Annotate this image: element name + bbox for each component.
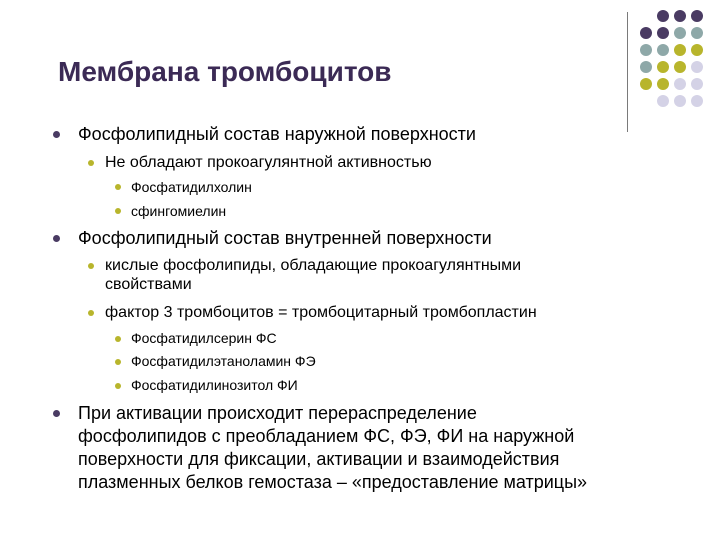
bullet-marker xyxy=(53,131,60,138)
slide-title: Мембрана тромбоцитов xyxy=(58,56,392,87)
bullet-level1-text: Фосфолипидный состав внутренней поверхности xyxy=(78,228,492,248)
bullet-level2-text: Не обладают прокоагулянтной активностью xyxy=(105,154,432,171)
bullet-level3-text: Фосфатидилэтаноламин ФЭ xyxy=(131,353,316,369)
bullet-marker xyxy=(53,410,60,417)
bullet-marker xyxy=(115,383,121,389)
bullet-level3-text: сфингомиелин xyxy=(131,203,227,219)
bullet-marker xyxy=(88,160,94,166)
bullet-level1-text-continued: фосфолипидов с преобладанием ФС, ФЭ, ФИ на наружной xyxy=(78,426,575,446)
bullet-marker xyxy=(115,336,121,342)
bullet-level2-text: фактор 3 тромбоцитов = тромбоцитарный тромбопластин xyxy=(105,304,537,321)
bullet-marker xyxy=(88,263,94,269)
bullet-marker xyxy=(115,359,121,365)
bullet-level2-text-continued: свойствами xyxy=(105,276,192,293)
bullet-level3-text: Фосфатидилинозитол ФИ xyxy=(131,377,298,393)
bullet-level3-text: Фосфатидилсерин ФС xyxy=(131,330,277,346)
bullet-level1-text: Фосфолипидный состав наружной поверхности xyxy=(78,124,476,144)
bullet-marker xyxy=(53,235,60,242)
bullet-level1-text-continued: поверхности для фиксации, активации и взаимодействия xyxy=(78,449,560,469)
bullet-marker xyxy=(88,310,94,316)
bullet-level3-text: Фосфатидилхолин xyxy=(131,179,252,195)
bullet-marker xyxy=(115,208,121,214)
bullet-marker xyxy=(115,184,121,190)
bullet-level1-text-continued: плазменных белков гемостаза – «предоставление матрицы» xyxy=(78,472,588,492)
bullet-level1-text: При активации происходит перераспределение xyxy=(78,403,477,423)
bullet-level2-text: кислые фосфолипиды, обладающие прокоагулянтными xyxy=(105,257,522,274)
